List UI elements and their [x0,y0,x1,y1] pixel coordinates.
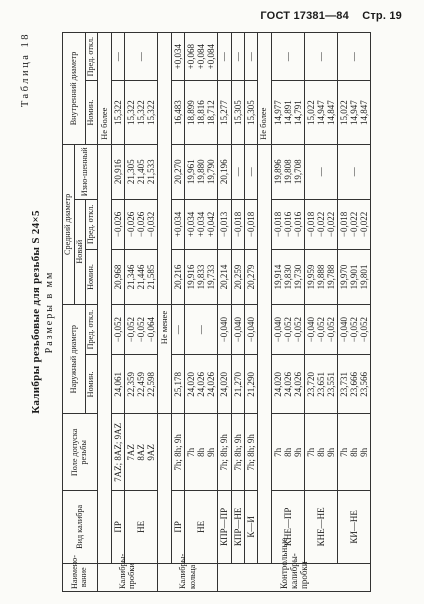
cell-pd-nominal: 19,916 19,833 19,733 [185,250,218,305]
col-id-deviation: Пред. откл. [86,33,98,81]
col-od-nominal: Номин. [86,355,98,414]
cell-gauge-type: КНЕ—НЕ [304,491,337,563]
cell-pd-nominal: 20,216 [172,250,185,305]
header-row-1 [63,33,75,592]
cell-gauge-type: НЕ [185,491,218,563]
cell-gauge-type: КНЕ—ПР [271,491,304,563]
cell-id-deviation: — [304,33,337,81]
group-ring-gauges: Калибры-кольца [158,563,218,591]
cell-gauge-type: НЕ [124,491,157,563]
cell-od-deviation: −0,040 [244,304,257,354]
cell-id-nominal: 15,022 14,947 14,847 [338,81,371,145]
cell-pd-nominal: 21,346 21,446 21,585 [124,250,157,305]
cell-od-nominal: 23,731 23,666 23,566 [338,355,371,414]
cell-id-deviation: — [124,33,157,81]
cell-od-deviation: −0,040 −0,052 −0,052 [338,304,371,354]
table-row [218,33,231,592]
cell-id-nominal: 18,899 18,816 18,712 [185,81,218,145]
col-id-nominal: Номин. [86,81,98,145]
cell-id-nominal: 15,305 [244,81,257,145]
cell-od-deviation: −0,040 −0,052 −0,052 [304,304,337,354]
cell-pd-worn: 20,270 [172,144,185,199]
cell-pd-deviation: −0,018 [231,199,244,249]
cell-od-deviation: −0,040 [231,304,244,354]
cell-id-nominal: 15,322 15,322 15,322 [124,81,157,145]
note-row [97,33,111,592]
cell-pd-worn: 20,916 [111,144,124,199]
cell-pd-worn: — [338,144,371,199]
cell-od-deviation: −0,040 [218,304,231,354]
col-gauge-type: Вид калибра [63,491,98,563]
col-outer-diameter: Наружный диаметр [63,304,86,414]
cell-od-nominal: 23,720 23,651 23,551 [304,355,337,414]
cell-pd-nominal: 20,214 [218,250,231,305]
cell-pd-deviation: −0,013 [218,199,231,249]
table-row [172,33,185,592]
table-row [271,33,304,592]
cell-id-nominal: 14,977 14,891 14,791 [271,81,304,145]
table-title: Калибры резьбовые для резьбы S 24×5 [30,210,42,414]
cell-tolerance: 7h; 8h; 9h [172,414,185,491]
cell-pd-nominal: 20,968 [111,250,124,305]
cell-id-deviation: — [338,33,371,81]
table-row [231,33,244,592]
cell-pd-deviation: −0,018 −0,016 −0,016 [271,199,304,249]
cell-pd-nominal: 19,914 19,830 19,730 [271,250,304,305]
table-row [111,33,124,592]
group-control-plug-gauges: Контрольные калибры-пробки [218,563,371,591]
cell-tolerance: 7h 8h 9h [338,414,371,491]
cell-gauge-type: КПР—ПР [218,491,231,563]
cell-od-nominal: 24,020 24,026 24,026 [185,355,218,414]
cell-pd-worn: 19,961 19,880 19,790 [185,144,218,199]
table-label: Таблица 18 [20,32,31,108]
cell-pd-deviation: −0,018 −0,022 −0,022 [304,199,337,249]
cell-tolerance: 7h 8h 9h [271,414,304,491]
cell-pd-worn: 19,896 19,808 19,708 [271,144,304,199]
cell-gauge-type: К—И [244,491,257,563]
cell-od-deviation: −0,052 [111,304,124,354]
page-number: Стр. 19 [362,10,402,22]
cell-od-nominal: 22,359 22,459 22,598 [124,355,157,414]
col-tolerance-field: Поле допуска резьбы [63,414,98,491]
cell-id-nominal: 15,305 [231,81,244,145]
cell-pd-worn: — [231,144,244,199]
table-row [124,33,157,592]
cell-od-deviation: −0,052 −0,052 −0,064 [124,304,157,354]
page-header [260,10,402,22]
cell-id-deviation: — [231,33,244,81]
col-name: Наимено-вание [63,563,98,591]
col-pd-deviation: Пред. откл. [86,199,98,249]
col-inner-diameter: Внутренний диаметр [63,33,86,145]
cell-id-deviation: — [271,33,304,81]
cell-od-deviation: — [172,304,185,354]
cell-od-nominal: 24,061 [111,355,124,414]
note-row [158,33,172,592]
cell-tolerance: 7AZ; 8AZ; 9AZ [111,414,124,491]
gauge-table [62,32,371,592]
col-worn: Изно-шенный [74,144,97,199]
cell-id-deviation: — [218,33,231,81]
table-row [244,33,257,592]
cell-gauge-type: ПР [111,491,124,563]
table-row [304,33,337,592]
cell-pd-worn: — [304,144,337,199]
note-ne-menee: Не менее [158,304,172,414]
cell-pd-deviation: −0,018 −0,022 −0,022 [338,199,371,249]
title-block [18,32,60,592]
cell-pd-deviation: −0,026 −0,026 −0,032 [124,199,157,249]
cell-pd-deviation: −0,018 [244,199,257,249]
cell-id-nominal: 15,022 14,947 14,847 [304,81,337,145]
col-new: Новый [74,199,86,304]
cell-pd-nominal: 20,279 [244,250,257,305]
table-row [185,33,218,592]
standard-number: ГОСТ 17381—84 [260,10,349,22]
cell-pd-worn: — [244,144,257,199]
table-subtitle: Размеры в мм [44,270,55,354]
cell-pd-nominal: 19,970 19,901 19,801 [338,250,371,305]
cell-tolerance: 7h; 8h; 9h [218,414,231,491]
cell-id-nominal: 15,322 [111,81,124,145]
table-row [338,33,371,592]
note-ne-bolee: Не более [97,33,111,145]
cell-pd-deviation: −0,026 [111,199,124,249]
rotated-page-content [18,32,408,592]
cell-pd-deviation: +0,034 [172,199,185,249]
cell-tolerance: 7AZ 8AZ 9AZ [124,414,157,491]
cell-pd-worn: 20,196 [218,144,231,199]
cell-tolerance: 7h; 8h; 9h [244,414,257,491]
cell-od-nominal: 24,020 [218,355,231,414]
cell-pd-nominal: 20,259 [231,250,244,305]
note-ne-bolee: Не более [257,33,271,145]
cell-pd-deviation: +0,034 +0,034 +0,042 [185,199,218,249]
cell-od-deviation: — [185,304,218,354]
cell-tolerance: 7h 8h 9h [304,414,337,491]
cell-gauge-type: КПР—НЕ [231,491,244,563]
cell-od-deviation: −0,040 −0,052 −0,052 [271,304,304,354]
cell-id-nominal: 15,277 [218,81,231,145]
cell-pd-worn: 21,305 21,405 21,533 [124,144,157,199]
col-pitch-diameter: Средний диаметр [63,144,75,304]
col-od-deviation: Пред. откл. [86,304,98,354]
cell-od-nominal: 24,020 24,026 24,026 [271,355,304,414]
cell-tolerance: 7h; 8h; 9h [231,414,244,491]
group-plug-gauges: Калибры-пробки [97,563,157,591]
col-pd-nominal: Номин. [86,250,98,305]
cell-id-nominal: 16,483 [172,81,185,145]
cell-od-nominal: 21,270 [231,355,244,414]
cell-id-deviation: +0,034 [172,33,185,81]
cell-gauge-type: ПР [172,491,185,563]
cell-id-deviation: +0,068 +0,084 +0,084 [185,33,218,81]
cell-od-nominal: 21,290 [244,355,257,414]
cell-gauge-type: КИ—НЕ [338,491,371,563]
cell-tolerance: 7h 8h 9h [185,414,218,491]
cell-pd-nominal: 19,959 19,888 19,788 [304,250,337,305]
cell-id-deviation: — [244,33,257,81]
cell-id-deviation: — [111,33,124,81]
note-row [257,33,271,592]
cell-od-nominal: 25,178 [172,355,185,414]
